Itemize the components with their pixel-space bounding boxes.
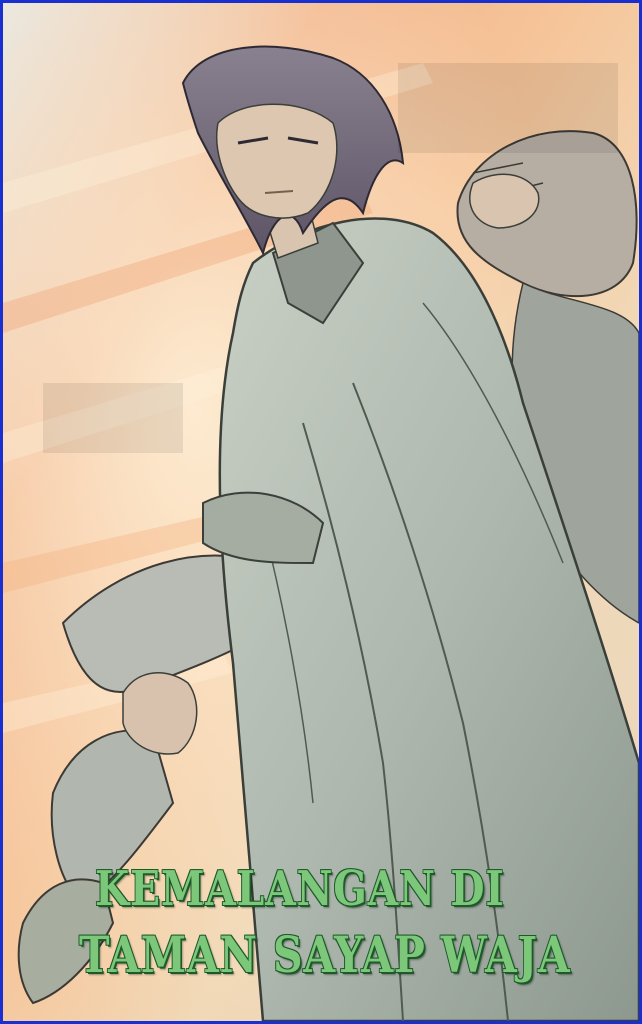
title-line-1: KEMALANGAN DI (95, 861, 505, 917)
title-line-2: TAMAN SAYAP WAJA (79, 925, 571, 984)
